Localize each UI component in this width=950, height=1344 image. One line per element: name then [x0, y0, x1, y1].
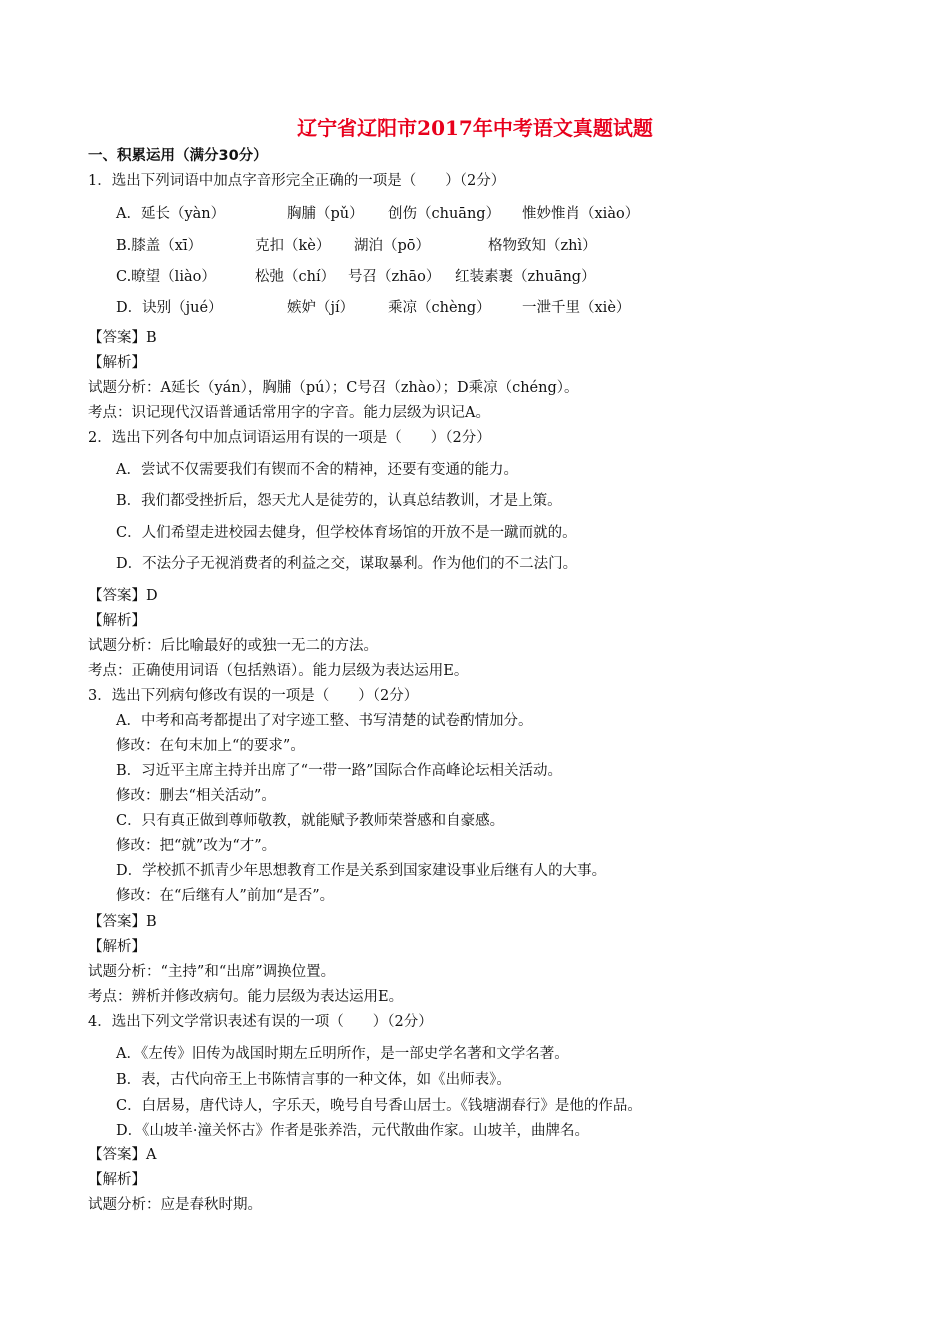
option-b-item-1: B.膝盖（xī）	[116, 238, 203, 254]
option-d-item-2: 嫉妒（jí）	[287, 300, 355, 316]
question-3-fix-d: 修改：在“后继有人”前加“是否”。	[116, 888, 335, 904]
question-3-option-d: D．学校抓不抓青少年思想教育工作是关系到国家建设事业后继有人的大事。	[116, 863, 607, 879]
question-4-analysis-heading: 【解析】	[88, 1172, 146, 1188]
option-d-item-3: 乘凉（chèng）	[388, 300, 491, 316]
question-3-fix-b: 修改：删去“相关活动”。	[116, 788, 276, 804]
question-3-analysis: 试题分析：“主持”和“出席”调换位置。	[88, 964, 336, 980]
question-1-answer: 【答案】B	[88, 330, 157, 346]
section-heading: 一、积累运用（满分30分）	[88, 148, 268, 164]
question-3-option-b: B．习近平主席主持并出席了“一带一路”国际合作高峰论坛相关活动。	[116, 763, 562, 779]
option-b-item-2: 克扣（kè）	[255, 238, 331, 254]
question-1-knowledge-point: 考点：识记现代汉语普通话常用字的字音。能力层级为识记A。	[88, 405, 490, 421]
question-4-stem: 4．选出下列文学常识表述有误的一项（ ）（2分）	[88, 1014, 433, 1030]
question-3-stem: 3．选出下列病句修改有误的一项是（ ）（2分）	[88, 688, 419, 704]
question-3-fix-a: 修改：在句末加上“的要求”。	[116, 738, 305, 754]
question-3-analysis-heading: 【解析】	[88, 939, 146, 955]
question-2-knowledge-point: 考点：正确使用词语（包括熟语）。能力层级为表达运用E。	[88, 663, 469, 679]
question-3-option-a: A．中考和高考都提出了对字迹工整、书写清楚的试卷酌情加分。	[116, 713, 533, 729]
question-4-option-a: A．《左传》旧传为战国时期左丘明所作，是一部史学名著和文学名著。	[116, 1046, 569, 1062]
option-a-item-4: 惟妙惟肖（xiào）	[522, 206, 640, 222]
option-c-item-3: 号召（zhāo）	[348, 269, 441, 285]
option-d-item-1: D．诀别（jué）	[116, 300, 223, 316]
question-3-answer: 【答案】B	[88, 914, 157, 930]
question-2-option-b: B．我们都受挫折后，怨天尤人是徒劳的，认真总结教训，才是上策。	[116, 493, 562, 509]
option-c-item-4: 红装素裹（zhuāng）	[455, 269, 596, 285]
question-2-answer: 【答案】D	[88, 588, 158, 604]
question-1-analysis: 试题分析：A延长（yán），胸脯（pú）；C号召（zhào）；D乘凉（chéng）。	[88, 380, 579, 396]
question-3-option-c: C．只有真正做到尊师敬教，就能赋予教师荣誉感和自豪感。	[116, 813, 505, 829]
question-4-option-c: C．白居易，唐代诗人，字乐天，晚号自号香山居士。《钱塘湖春行》是他的作品。	[116, 1098, 642, 1114]
option-d-item-4: 一泄千里（xiè）	[522, 300, 631, 316]
document-title: 辽宁省辽阳市2017年中考语文真题试题	[297, 116, 653, 140]
question-3-knowledge-point: 考点：辨析并修改病句。能力层级为表达运用E。	[88, 989, 404, 1005]
question-2-stem: 2．选出下列各句中加点词语运用有误的一项是（ ）（2分）	[88, 430, 491, 446]
question-2-analysis-heading: 【解析】	[88, 613, 146, 629]
question-2-analysis: 试题分析：后比喻最好的或独一无二的方法。	[88, 638, 378, 654]
option-b-item-4: 格物致知（zhì）	[488, 238, 597, 254]
question-2-option-c: C．人们希望走进校园去健身，但学校体育场馆的开放不是一蹴而就的。	[116, 525, 577, 541]
option-a-item-1: A．延长（yàn）	[116, 206, 226, 222]
option-c-item-1: C.暸望（liào）	[116, 269, 216, 285]
option-a-item-3: 创伤（chuāng）	[388, 206, 501, 222]
question-4-analysis: 试题分析：应是春秋时期。	[88, 1197, 262, 1213]
question-4-answer: 【答案】A	[88, 1147, 157, 1163]
question-4-option-b: B．表，古代向帝王上书陈情言事的一种文体，如《出师表》。	[116, 1072, 511, 1088]
question-3-fix-c: 修改：把“就”改为“才”。	[116, 838, 277, 854]
question-1-stem: 1．选出下列词语中加点字音形完全正确的一项是（ ）（2分）	[88, 173, 506, 189]
question-1-analysis-heading: 【解析】	[88, 355, 146, 371]
option-a-item-2: 胸脯（pǔ）	[287, 206, 364, 222]
question-2-option-a: A．尝试不仅需要我们有锲而不舍的精神，还要有变通的能力。	[116, 462, 518, 478]
question-4-option-d: D．《山坡羊·潼关怀古》作者是张养浩，元代散曲作家。山坡羊，曲牌名。	[116, 1123, 589, 1139]
option-c-item-2: 松弛（chí）	[255, 269, 336, 285]
option-b-item-3: 湖泊（pō）	[354, 238, 431, 254]
question-2-option-d: D．不法分子无视消费者的利益之交，谋取暴利。作为他们的不二法门。	[116, 556, 578, 572]
